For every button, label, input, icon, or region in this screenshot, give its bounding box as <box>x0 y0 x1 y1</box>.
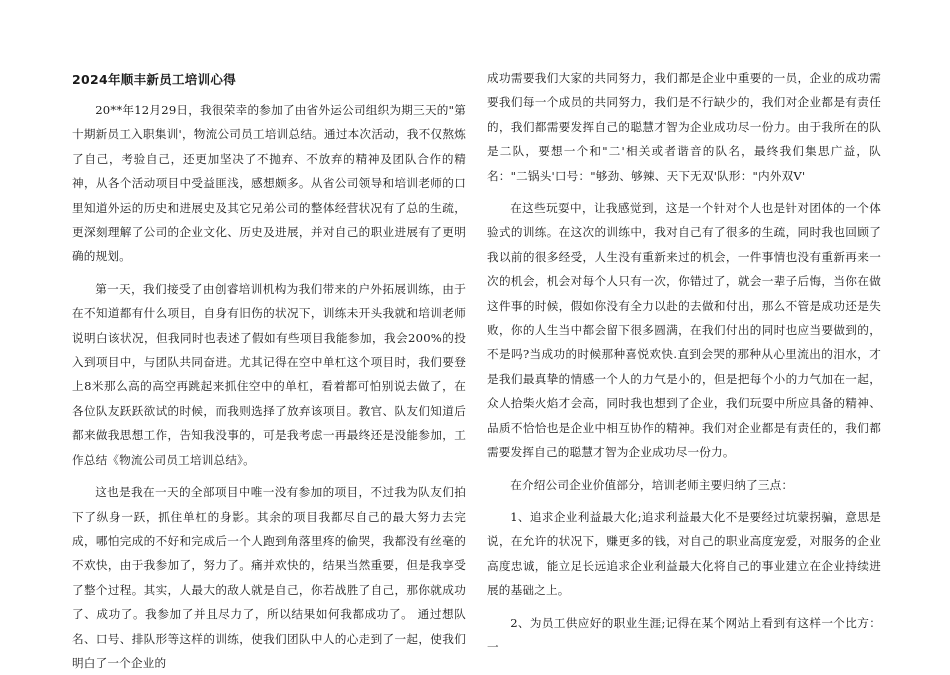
right-paragraph-4: 1、追求企业利益最大化;追求利益最大化不是要经过坑蒙拐骗，意思是说，在允许的状况下，赚更多的钱，对自己的职业高度宠爱，对服务的企业高度忠诚，能立足长远追求企业利益最大化将自己的事业建立在企业持续进展的基础之上。 <box>487 509 881 598</box>
left-column <box>72 70 466 675</box>
document-title: 2024年顺丰新员工培训心得 <box>72 72 236 87</box>
right-paragraph-2: 在这些玩耍中，让我感觉到，这是一个针对个人也是针对团体的一个体验式的训练。在这次的训练中，我对自己有了很多的生疏，同时我也回顾了我以前的很多经受，人生没有重新来过的机会，一件事情也没有重新再来一次的机会，机会对每个人只有一次，你错过了，就会一辈子后悔，当你在做这件事的时候，假如你没有全力以赴的去做和付出，那么不管是成功还是失败，你的人生当中都会留下很多圆满，在我们付出的同时也应当要做到的，不是吗?当成功的时候那种喜悦欢快.直到会哭的那种从心里流出的泪水，才是我们最真挚的情感一个人的力气是小的，但是把每个小的力气加在一起，众人拾柴火焰才会高，同时我也想到了企业，我们玩耍中所应具备的精神、品质不恰恰也是企业中相互协作的精神。我们对企业都是有责任的，我们都需要发挥自己的聪慧才智为企业成功尽一份力。 <box>487 201 881 460</box>
title-spacer <box>72 90 466 98</box>
paragraph-spacer <box>72 472 466 480</box>
paragraph-spacer <box>487 497 881 505</box>
right-paragraph-1: 成功需要我们大家的共同努力，我们都是企业中重要的一员，企业的成功需要我们每一个成员的共同努力，我们是不行缺少的，我们对企业都是有责任的，我们都需要发挥自己的聪慧才智为企业成功尽一份力。由于我所在的队是二队，要想一个和"二'相关或者谐音的队名，最终我们集思广益，队名："二锅头'口号："够劲、够辣、天下无双'队形："内外双V' <box>487 71 881 183</box>
paragraph-spacer <box>72 269 466 277</box>
left-paragraph-3: 这也是我在一天的全部项目中唯一没有参加的项目，不过我为队友们拍下了纵身一跃，抓住单杠的身影。其余的项目我都尽自己的最大努力去完成，哪怕完成的不好和完成后一个人跑到角落里疼的偷哭，我都没有丝毫的不欢快，由于我参加了，努力了。痛并欢快的，结果当然重要，但是我享受了整个过程。其实，人最大的敌人就是自己，你若战胜了自己，那你就成功了、成功了。我参加了并且尽力了，所以结果如何我都成功了。 通过想队名、口号、排队形等这样的训练，使我们团队中人的心走到了一起，使我们明白了一个企业的 <box>72 485 466 670</box>
left-paragraph-1: 20**年12月29日，我很荣幸的参加了由省外运公司组织为期三天的"第十期新员工入职集训'，物流公司员工培训总结。通过本次活动，我不仅熬炼了自己，考验自己，还更加坚决了不抛弃、不放弃的精神及团队合作的精神，从各个活动项目中受益匪浅，感想颇多。从省公司领导和培训老师的口里知道外运的历史和进展史及其它兄弟公司的整体经营状况有了总的生疏，更深刻理解了公司的企业文化、历史及进展，并对自己的职业进展有了更明确的规划。 <box>72 103 466 264</box>
right-paragraph-5: 2、为员工供应好的职业生涯;记得在某个网站上看到有这样一个比方：一 <box>487 615 881 654</box>
paragraph-spacer <box>487 603 881 611</box>
left-paragraph-2: 第一天，我们接受了由创睿培训机构为我们带来的户外拓展训练，由于在不知道都有什么项目，自身有旧伤的状况下，训练未开头我就和培训老师说明白该状况，但我同时也表述了假如有些项目我能参加，我会200%的投入到项目中，与团队共同奋进。尤其记得在空中单杠这个项目时，我们要登上8米那么高的高空再跳起来抓住空中的单杠，看着都可怕别说去做了，在各位队友跃跃欲试的时候，而我则选择了放弃该项目。教官、队友们知道后都来做我思想工作，告知我没事的，可是我考虑一再最终还是没能参加，工作总结《物流公司员工培训总结》。 <box>72 281 466 467</box>
right-column <box>487 66 881 659</box>
right-paragraph-3: 在介绍公司企业价值部分，培训老师主要归纳了三点： <box>510 477 794 492</box>
paragraph-spacer <box>487 465 881 473</box>
paragraph-spacer <box>487 188 881 196</box>
